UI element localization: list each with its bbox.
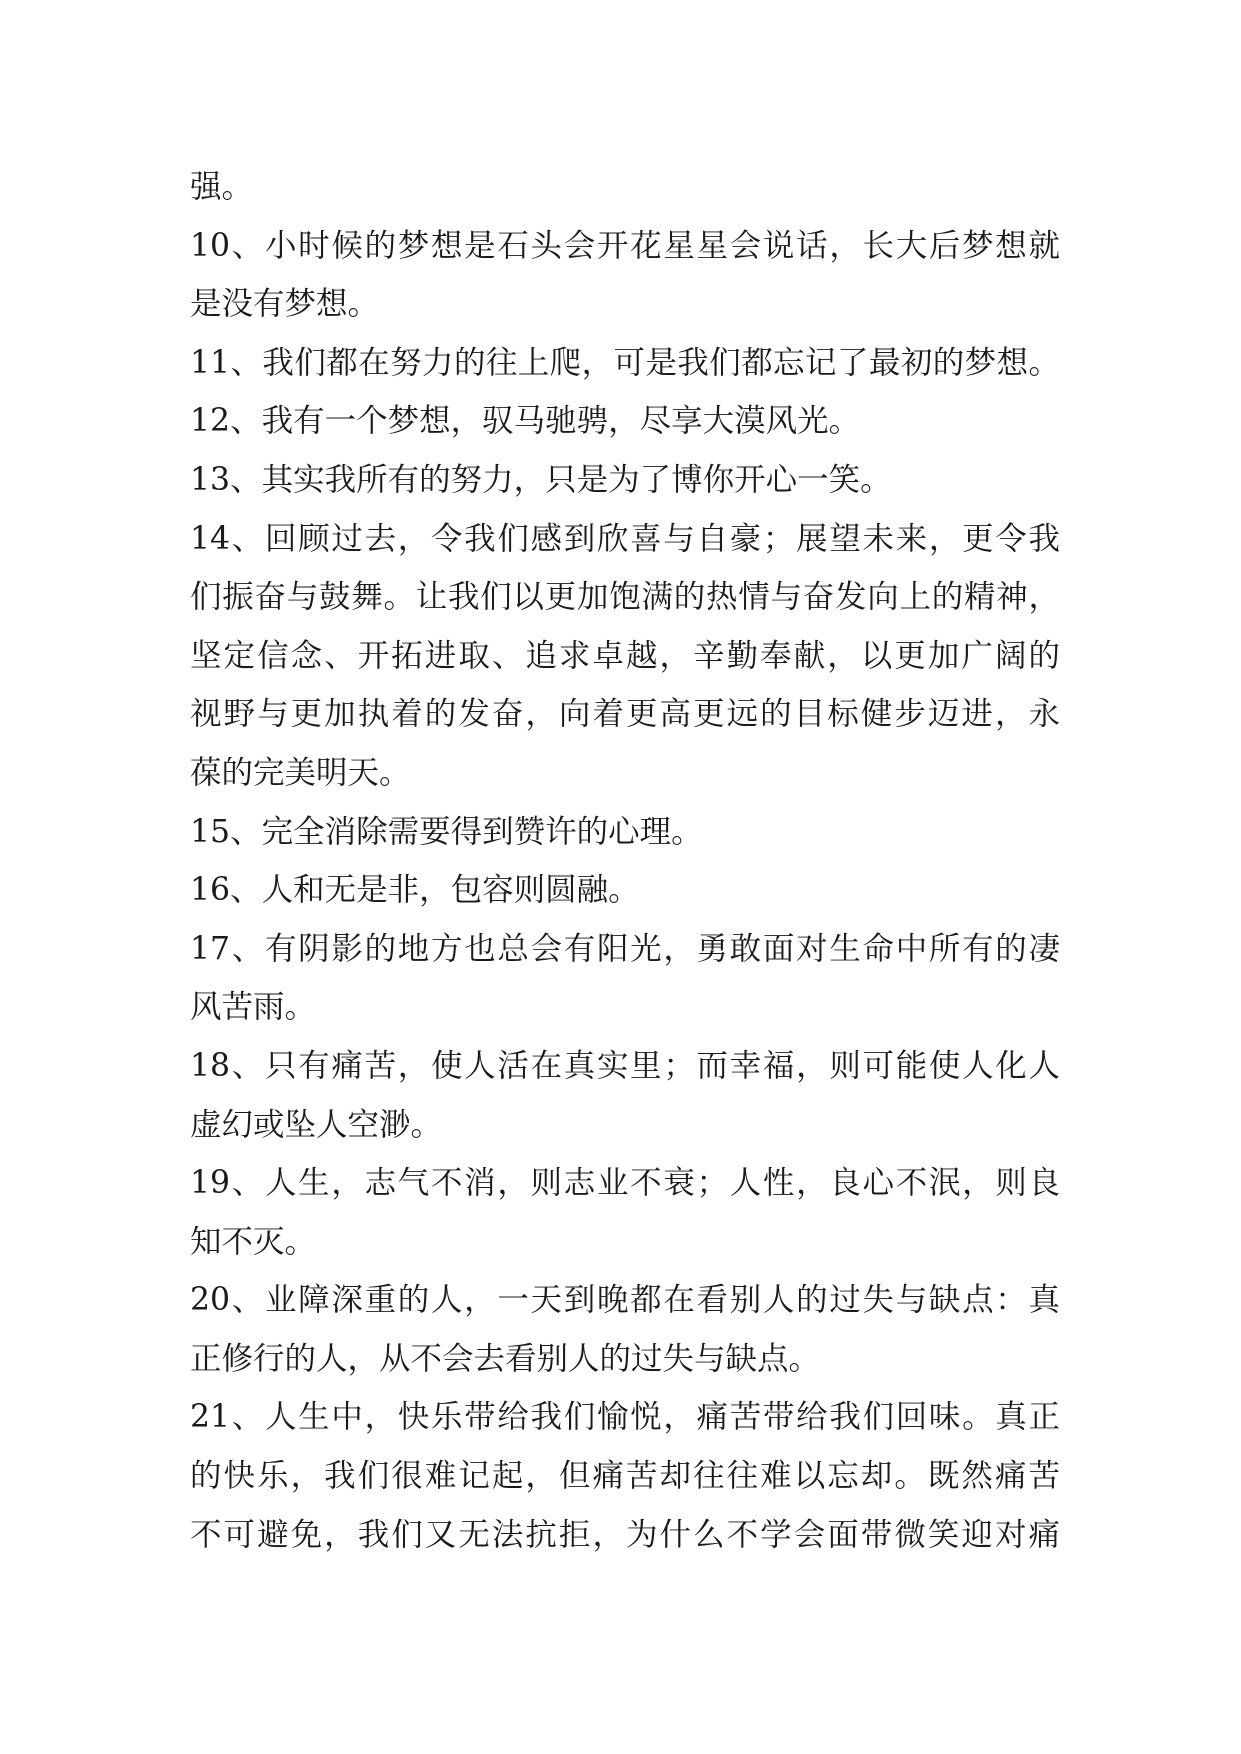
text-line: 正修行的人，从不会去看别人的过失与缺点。 bbox=[190, 1340, 821, 1377]
text-line: 坚定信念、开拓进取、追求卓越，辛勤奉献，以更加广阔的 bbox=[190, 637, 1060, 674]
text-line: 视野与更加执着的发奋，向着更高更远的目标健步迈进，永 bbox=[190, 696, 1060, 733]
text-line: 16、人和无是非，包容则圆融。 bbox=[190, 872, 640, 909]
text-line: 13、其实我所有的努力，只是为了博你开心一笑。 bbox=[190, 461, 892, 498]
text-line: 18、只有痛苦，使人活在真实里；而幸福，则可能使人化人 bbox=[190, 1047, 1060, 1084]
text-line: 强。 bbox=[190, 169, 254, 205]
text-line: 不可避免，我们又无法抗拒，为什么不学会面带微笑迎对痛 bbox=[190, 1516, 1060, 1553]
text-line: 风苦雨。 bbox=[190, 989, 317, 1026]
text-line: 是没有梦想。 bbox=[190, 286, 380, 323]
text-line: 的快乐，我们很难记起，但痛苦却往往难以忘却。既然痛苦 bbox=[190, 1458, 1060, 1495]
text-line: 12、我有一个梦想，驭马驰骋，尽享大漠风光。 bbox=[190, 403, 861, 440]
text-line: 们振奋与鼓舞。让我们以更加饱满的热情与奋发向上的精神， bbox=[190, 579, 1060, 616]
text-line: 21、人生中，快乐带给我们愉悦，痛苦带给我们回味。真正 bbox=[190, 1399, 1060, 1436]
text-line: 知不灭。 bbox=[190, 1223, 317, 1260]
text-line: 10、小时候的梦想是石头会开花星星会说话，长大后梦想就 bbox=[190, 227, 1060, 264]
document-body bbox=[190, 158, 1060, 1564]
text-line: 17、有阴影的地方也总会有阳光，勇敢面对生命中所有的凄 bbox=[190, 930, 1060, 967]
text-line: 15、完全消除需要得到赞许的心理。 bbox=[190, 813, 703, 850]
text-line: 19、人生，志气不消，则志业不衰；人性，良心不泯，则良 bbox=[190, 1165, 1060, 1202]
text-line: 14、回顾过去，令我们感到欣喜与自豪；展望未来，更令我 bbox=[190, 520, 1060, 557]
text-line: 虚幻或坠人空渺。 bbox=[190, 1106, 443, 1143]
text-line: 20、业障深重的人，一天到晚都在看别人的过失与缺点：真 bbox=[190, 1282, 1060, 1319]
text-line: 11、我们都在努力的往上爬，可是我们都忘记了最初的梦想。 bbox=[190, 344, 1060, 381]
text-line: 葆的完美明天。 bbox=[190, 754, 411, 791]
